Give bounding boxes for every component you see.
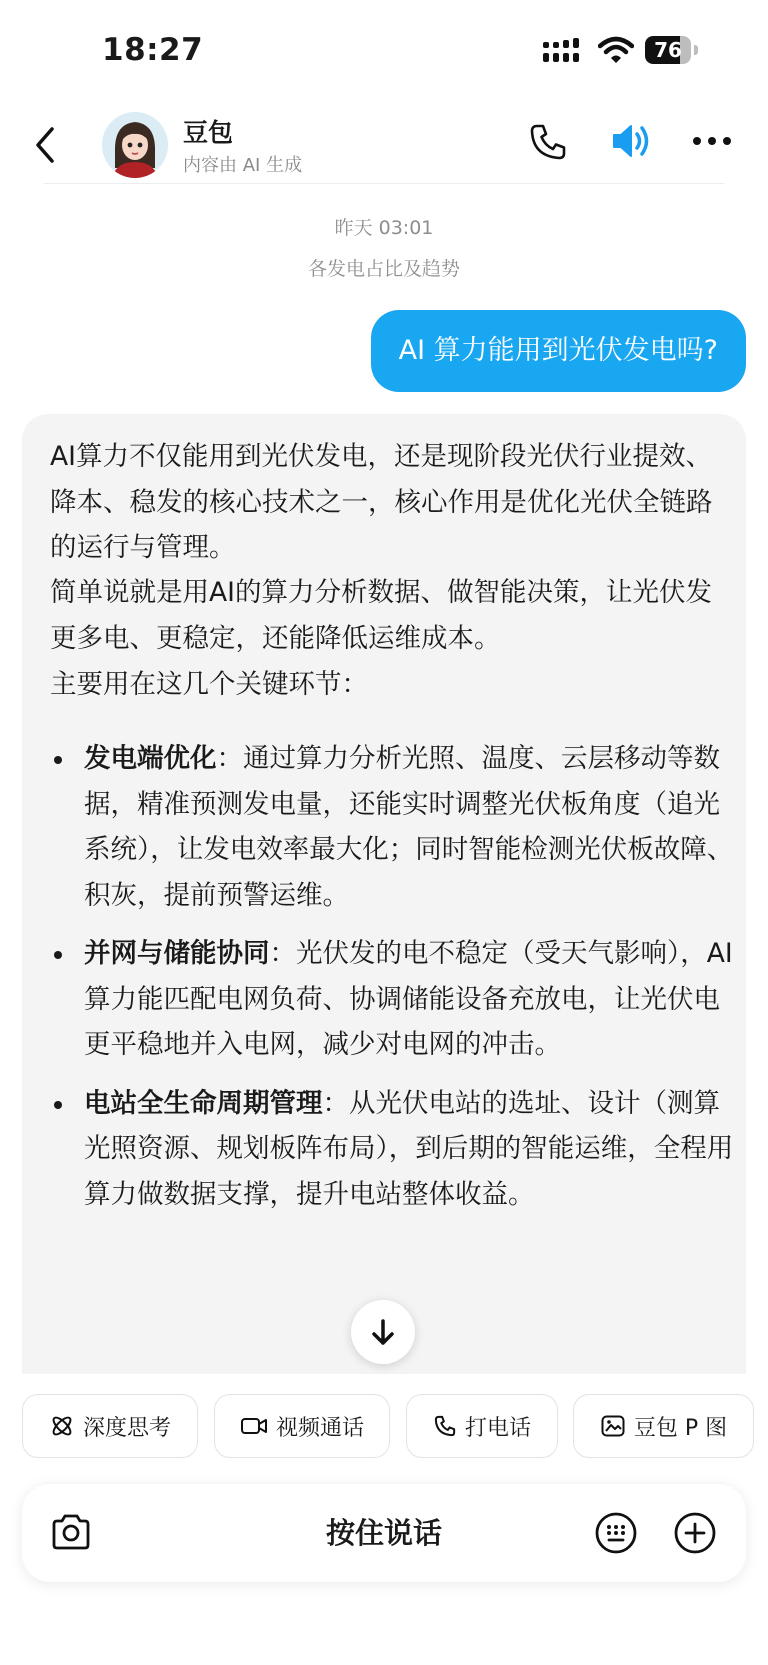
cellular-signal-icon [543,38,583,62]
bottom-panel [0,1374,768,1665]
battery-percent: 76 [654,38,682,62]
ai-answer-card[interactable] [22,414,746,1374]
plus-icon[interactable] [672,1510,718,1556]
more-icon[interactable] [692,135,732,147]
atom-icon [49,1413,75,1439]
speaker-icon[interactable] [610,119,654,163]
bullet-title: 电站全生命周期管理 [84,1087,323,1119]
contact-name: 豆包 [183,118,234,147]
bullet-title: 发电端优化 [84,743,217,774]
push-to-talk-button[interactable]: 按住说话 [325,1516,442,1550]
scroll-to-bottom-button[interactable] [351,1300,415,1364]
bullet-text: ：通过算力分析光照、温度、云层移动等数据，精准预测发电量，还能实时调整光伏板角度（追光系统），让发电效率最大化；同时智能检测光伏板故障、积灰，提前预警运维。 [84,743,734,911]
answer-paragraph: 简单说就是用AI的算力分析数据、做智能决策，让光伏发更多电、更稳定，还能降低运维成本。 [50,577,712,654]
phone-icon [433,1414,457,1438]
list-item [50,1081,740,1218]
video-icon [240,1415,268,1437]
phone-call-button[interactable] [406,1394,558,1458]
avatar-image [102,112,168,178]
chip-label: 视频通话 [275,1415,364,1441]
chip-label: 打电话 [464,1415,531,1441]
keyboard-icon[interactable] [593,1510,639,1556]
quick-actions [0,1374,768,1464]
list-item [50,736,740,918]
chat-header [0,105,768,185]
image-edit-icon [600,1413,626,1439]
back-icon[interactable] [30,123,60,167]
list-item [50,931,740,1068]
wifi-icon [598,36,634,64]
status-time: 18:27 [102,32,204,68]
battery-icon [645,36,699,64]
bullet-text: ：从光伏电站的选址、设计（测算光照资源、规划板阵布局），到后期的智能运维，全程用算力做数据支撑，提升电站整体收益。 [84,1087,734,1210]
user-message-bubble[interactable]: AI 算力能用到光伏发电吗? [371,310,746,392]
status-bar [0,0,768,100]
chip-label: 豆包 P 图 [633,1415,728,1441]
chip-label: 深度思考 [82,1415,171,1441]
bullet-text: ：光伏发的电不稳定（受天气影响），AI算力能匹配电网负荷、协调储能设备充放电，让光伏电更平稳地并入电网，减少对电网的冲击。 [84,938,733,1060]
answer-paragraph: AI算力不仅能用到光伏发电，还是现阶段光伏行业提效、降本、稳发的核心技术之一，核心作用是优化光伏全链路的运行与管理。 [50,441,713,563]
conversation-topic: 各发电占比及趋势 [307,258,460,280]
answer-paragraph: 主要用在这几个关键环节： [50,669,368,700]
message-timestamp: 昨天 03:01 [334,217,434,239]
bullet-title: 并网与储能协同 [84,938,270,969]
ai-generated-note: 内容由 AI 生成 [183,155,303,176]
header-divider [44,183,724,184]
image-edit-button[interactable] [573,1394,754,1458]
phone-icon[interactable] [527,121,569,163]
avatar[interactable] [102,112,168,178]
deep-think-button[interactable] [22,1394,198,1458]
answer-bullet-list [50,736,740,1230]
video-call-button[interactable] [214,1394,390,1458]
input-bar [22,1484,746,1582]
arrow-down-icon [351,1300,415,1364]
